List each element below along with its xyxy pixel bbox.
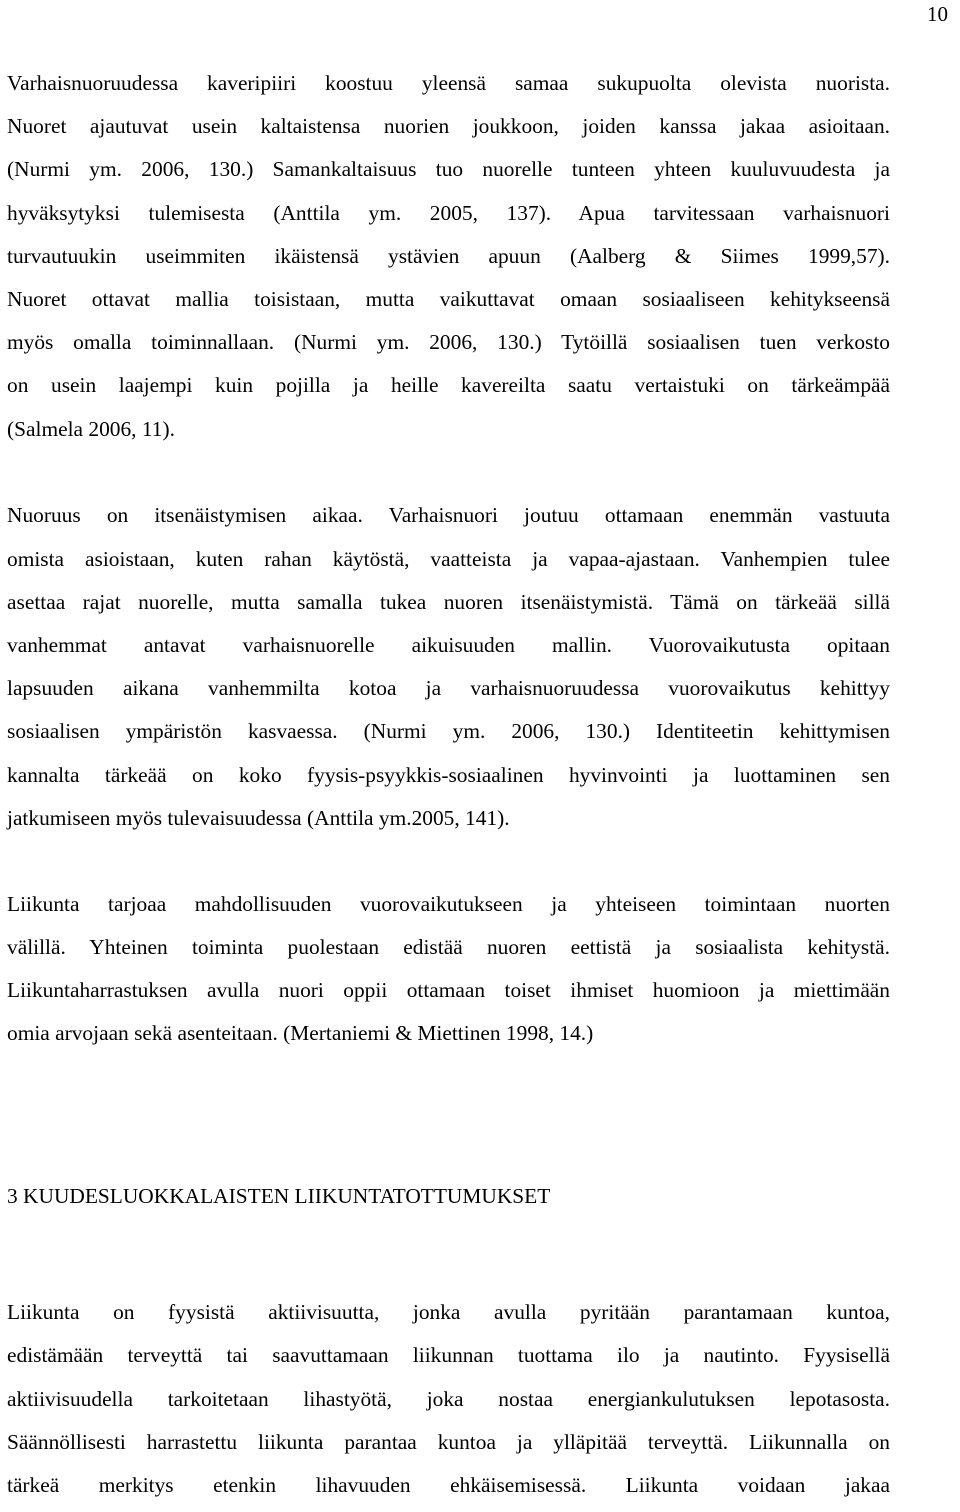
paragraph-peer-group: [7, 62, 890, 451]
paragraph-physical-activity: [7, 1291, 890, 1507]
text-line: tärkeä merkitys etenkin lihavuuden ehkäisemisessä. Liikunta voidaan jakaa: [7, 1473, 890, 1498]
text-line: vanhemmat antavat varhaisnuorelle aikuisuuden mallin. Vuorovaikutusta opitaan: [7, 632, 890, 657]
section-heading: 3 KUUDESLUOKKALAISTEN LIIKUNTATOTTUMUKSET: [7, 1183, 551, 1208]
text-line: (Nurmi ym. 2006, 130.) Samankaltaisuus tuo nuorelle tunteen yhteen kuuluvuudesta ja: [7, 157, 890, 182]
text-line: (Salmela 2006, 11).: [7, 416, 175, 441]
text-line: kannalta tärkeää on koko fyysis-psyykkis-sosiaalinen hyvinvointi ja luottaminen sen: [7, 762, 890, 787]
text-line: edistämään terveyttä tai saavuttamaan liikunnan tuottama ilo ja nautinto. Fyysisellä: [7, 1343, 890, 1368]
text-line: Nuoret ajautuvat usein kaltaistensa nuorien joukkoon, joiden kanssa jakaa asioitaan.: [7, 114, 890, 139]
text-line: turvautuukin useimmiten ikäistensä ystävien apuun (Aalberg & Siimes 1999,57).: [7, 243, 890, 268]
text-line: hyväksytyksi tulemisesta (Anttila ym. 2005, 137). Apua tarvitessaan varhaisnuori: [7, 200, 890, 225]
paragraph-sports-interaction: [7, 883, 890, 1056]
text-line: Säännöllisesti harrastettu liikunta parantaa kuntoa ja ylläpitää terveyttä. Liikunnalla on: [7, 1429, 890, 1454]
document-body: [7, 62, 890, 1507]
text-line: Nuoret ottavat mallia toisistaan, mutta vaikuttavat omaan sosiaaliseen kehitykseensä: [7, 287, 890, 312]
text-line: Liikunta on fyysistä aktiivisuutta, jonka avulla pyritään parantamaan kuntoa,: [7, 1300, 890, 1325]
text-line: sosiaalisen ympäristön kasvaessa. (Nurmi ym. 2006, 130.) Identiteetin kehittymisen: [7, 719, 890, 744]
text-line: Varhaisnuoruudessa kaveripiiri koostuu yleensä samaa sukupuolta olevista nuorista.: [7, 71, 890, 95]
text-line: lapsuuden aikana vanhemmilta kotoa ja varhaisnuoruudessa vuorovaikutus kehittyy: [7, 676, 890, 701]
text-line: omia arvojaan sekä asenteitaan. (Mertaniemi & Miettinen 1998, 14.): [7, 1021, 594, 1046]
text-line: on usein laajempi kuin pojilla ja heille kavereilta saatu vertaistuki on tärkeämpää: [7, 373, 890, 398]
page-number: 10: [927, 2, 948, 26]
text-line: myös omalla toiminnallaan. (Nurmi ym. 2006, 130.) Tytöillä sosiaalisen tuen verkosto: [7, 330, 890, 355]
paragraph-independence: [7, 494, 890, 840]
text-line: omista asioistaan, kuten rahan käytöstä, vaatteista ja vapaa-ajastaan. Vanhempien tulee: [7, 546, 890, 571]
text-line: Liikuntaharrastuksen avulla nuori oppii ottamaan toiset ihmiset huomioon ja miettimään: [7, 978, 890, 1003]
text-line: jatkumiseen myös tulevaisuudessa (Anttila ym.2005, 141).: [7, 805, 510, 830]
text-line: aktiivisuudella tarkoitetaan lihastyötä, joka nostaa energiankulutuksen lepotasosta.: [7, 1386, 890, 1411]
text-line: Liikunta tarjoaa mahdollisuuden vuorovaikutukseen ja yhteiseen toimintaan nuorten: [7, 891, 890, 916]
text-line: Nuoruus on itsenäistymisen aikaa. Varhaisnuori joutuu ottamaan enemmän vastuuta: [7, 503, 890, 528]
text-line: välillä. Yhteinen toiminta puolestaan edistää nuoren eettistä ja sosiaalista kehitystä.: [7, 934, 890, 959]
text-line: asettaa rajat nuorelle, mutta samalla tukea nuoren itsenäistymistä. Tämä on tärkeää sillä: [7, 589, 890, 614]
